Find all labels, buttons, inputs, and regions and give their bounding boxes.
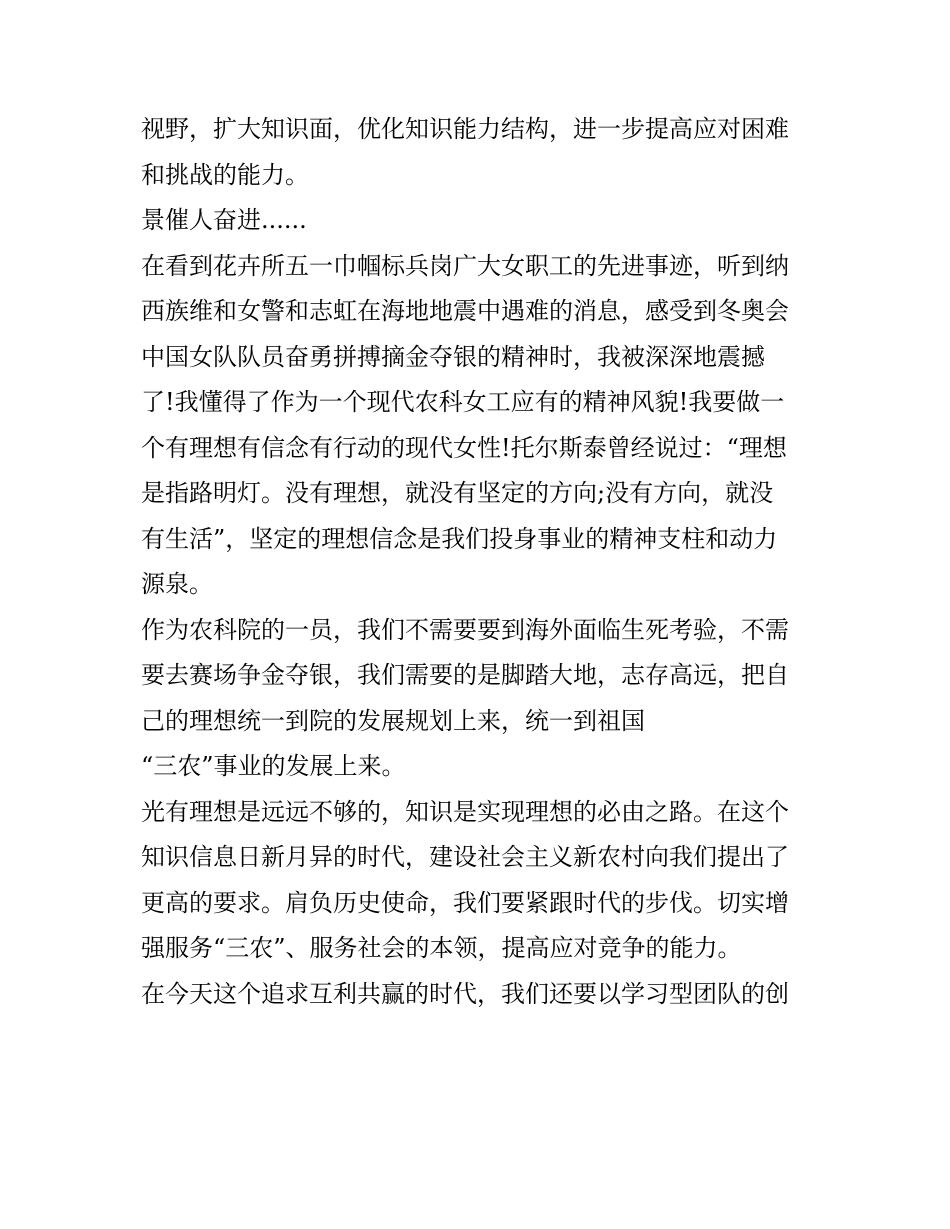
text-line: 更高的要求。肩负历史使命，我们要紧跟时代的步伐。切实增 (141, 888, 789, 917)
text-line: “三农”事业的发展上来。 (141, 752, 406, 780)
text-line: 个有理想有信念有行动的现代女性!托尔斯泰曾经说过：“理想 (141, 433, 787, 462)
text-line: 强服务“三农”、服务社会的本领，提高应对竞争的能力。 (141, 934, 742, 962)
text-line: 光有理想是远远不够的，知识是实现理想的必由之路。在这个 (141, 797, 789, 826)
text-line: 和挑战的能力。 (141, 160, 309, 189)
text-line: 在今天这个追求互利共赢的时代，我们还要以学习型团队的创 (141, 979, 789, 1008)
text-line: 源泉。 (141, 570, 213, 598)
body-text (141, 107, 821, 1017)
text-line: 视野，扩大知识面，优化知识能力结构，进一步提高应对困难 (141, 115, 789, 143)
text-line: 中国女队队员奋勇拼搏摘金夺银的精神时，我被深深地震撼 (141, 342, 765, 371)
text-line: 西族维和女警和志虹在海地地震中遇难的消息，感受到冬奥会 (141, 297, 789, 325)
text-line: 是指路明灯。没有理想，就没有坚定的方向;没有方向，就没 (141, 479, 774, 507)
text-line: 景催人奋进...... (141, 206, 307, 234)
text-line: 作为农科院的一员，我们不需要要到海外面临生死考验，不需 (141, 615, 789, 644)
text-line: 己的理想统一到院的发展规划上来，统一到祖国 (141, 706, 645, 735)
text-line: 有生活”，坚定的理想信念是我们投身事业的精神支柱和动力 (141, 524, 778, 553)
text-line: 要去赛场争金夺银，我们需要的是脚踏大地，志存高远，把自 (141, 661, 789, 689)
text-line: 知识信息日新月异的时代，建设社会主义新农村向我们提出了 (141, 843, 789, 871)
text-line: 了!我懂得了作为一个现代农科女工应有的精神风貌!我要做一 (141, 388, 785, 416)
text-line: 在看到花卉所五一巾帼标兵岗广大女职工的先进事迹，听到纳 (141, 251, 789, 280)
